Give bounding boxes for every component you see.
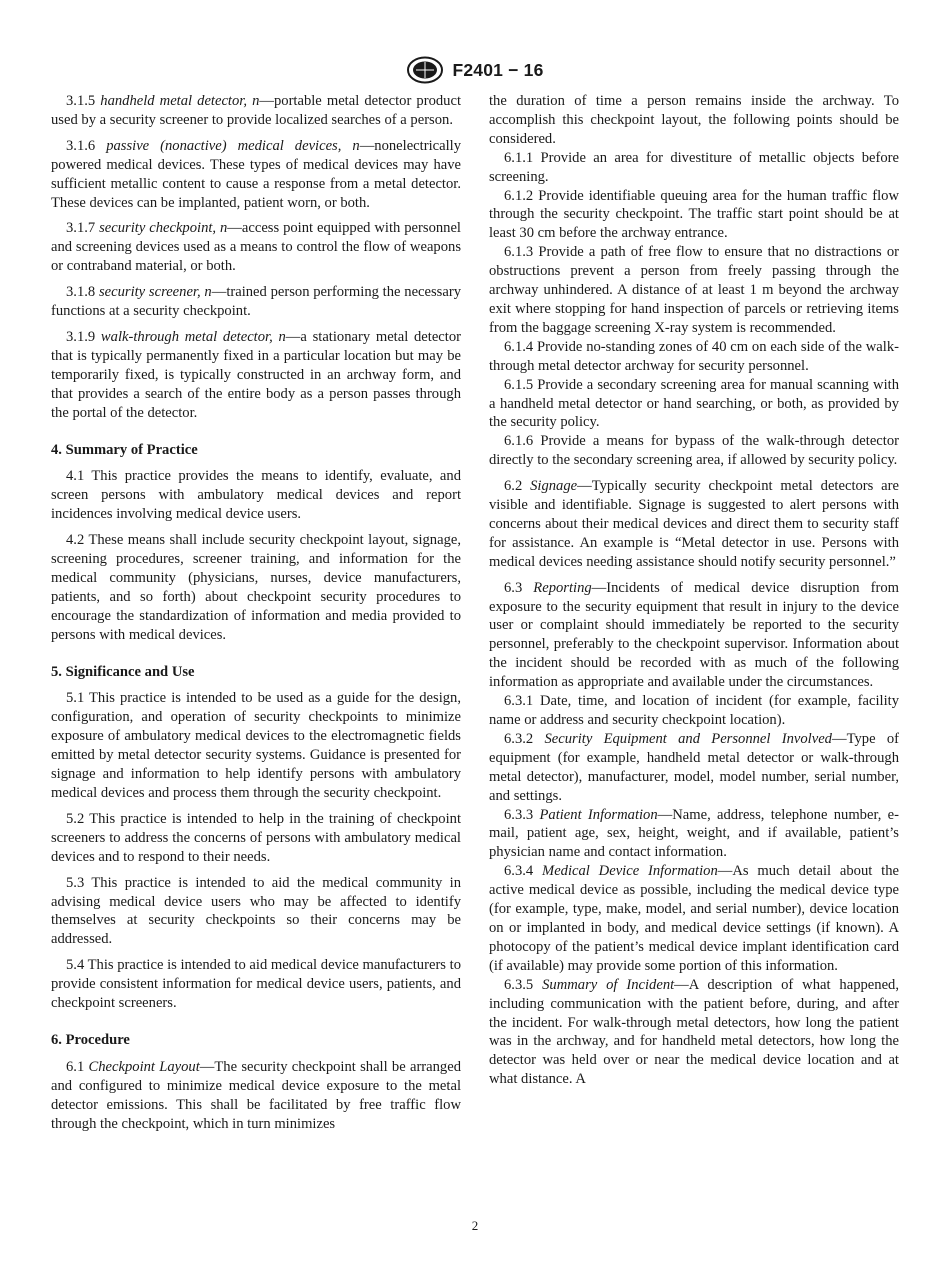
paragraph-6-3-2: 6.3.2 Security Equipment and Personnel Involved—Type of equipment (for example, handheld metal detector or walk-through metal detector), manufacturer, model, model number, serial number, and settings.: [489, 730, 899, 804]
paragraph-6-1-1: 6.1.1 Provide an area for divestiture of metallic objects before screening.: [489, 149, 899, 185]
definition-3-1-7: 3.1.7 security checkpoint, n—access point equipped with personnel and screening devices used as a means to control the flow of weapons or contraband material, or both.: [51, 220, 461, 275]
left-column: [51, 92, 461, 1134]
paragraph-6-1-3: 6.1.3 Provide a path of free flow to ensure that no distractions or obstructions prevent a person from freely passing through the archway unhindered. A distance of at least 1 m beyond the archway exit where stopping for hand inspection of parcels or retrieving items from the baggage screening X-ray system is recommended.: [489, 244, 899, 336]
section-heading-6: 6. Procedure: [51, 1031, 130, 1048]
section-heading-5: 5. Significance and Use: [51, 663, 195, 680]
paragraph-6-2: 6.2 Signage—Typically security checkpoint metal detectors are visible and identifiable. Signage is suggested to alert persons with concerns about their medical devices and direct them to security staff for assistance. An example is “Metal detector in use. Persons with medical devices needing assistance should notify security personnel.”: [489, 478, 899, 570]
paragraph-6-1-2: 6.1.2 Provide identifiable queuing area for the human traffic flow through the security checkpoint. The traffic start point should be at least 30 cm before the archway entrance.: [489, 187, 899, 242]
paragraph-5-2: 5.2 This practice is intended to help in the training of checkpoint screeners to address the concerns of persons with ambulatory medical devices and to respond to their needs.: [51, 810, 461, 865]
right-column: [489, 92, 899, 1089]
paragraph-5-3: 5.3 This practice is intended to aid the medical community in advising medical device users who may be affected to identify themselves at security checkpoints so their concerns may be addressed.: [51, 874, 461, 948]
definition-3-1-9: 3.1.9 walk-through metal detector, n—a stationary metal detector that is typically permanently fixed in a particular location but may be temporarily fixed, is typically constructed in an archway form, and that provides a search of the entire body as a person passes through the portal of the detector.: [51, 328, 461, 421]
section-heading-4: 4. Summary of Practice: [51, 441, 198, 458]
paragraph-4-1: 4.1 This practice provides the means to identify, evaluate, and screen persons with ambulatory medical devices and report incidences involving medical device users.: [51, 468, 461, 523]
page-number: 2: [471, 1218, 479, 1233]
astm-logo-icon: [406, 56, 444, 84]
paragraph-6-3: 6.3 Reporting—Incidents of medical device disruption from exposure to the security equipment that result in injury to the device user or complaint should immediately be reported to the security personnel, preferably to the checkpoint supervisor. Information about the incident should be recorded with as much of the following information as appropriate and available under the circumstances.: [489, 579, 900, 691]
paragraph-6-3-4: 6.3.4 Medical Device Information—As much detail about the active medical device as possible, including the medical device type (for example, type, make, model, and serial number), device location on or implanted in body, and medical device settings (if known). A photocopy of the patient’s medical device implant identification card (if available) may provide some portion of this information.: [489, 863, 899, 974]
paragraph-6-1-4: 6.1.4 Provide no-standing zones of 40 cm on each side of the walk-through metal detector archway for security personnel.: [489, 338, 899, 374]
paragraph-6-1-continued: the duration of time a person remains inside the archway. To accomplish this checkpoint layout, the following points should be considered.: [489, 93, 899, 147]
paragraph-4-2: 4.2 These means shall include security checkpoint layout, signage, screening procedures, screener training, and information for the medical community (physicians, nurses, device manufacturers, patients, and so forth) about checkpoint security procedures to encourage the standardization of information and media provided to persons with medical devices.: [51, 532, 461, 643]
paragraph-6-1-5: 6.1.5 Provide a secondary screening area for manual scanning with a handheld metal detector or hand searching, or both, as provided by the security policy.: [489, 376, 899, 431]
paragraph-5-4: 5.4 This practice is intended to aid medical device manufacturers to provide consistent information for medical device users, patients, and checkpoint screeners.: [51, 957, 461, 1012]
definition-3-1-8: 3.1.8 security screener, n—trained person performing the necessary functions at a security checkpoint.: [51, 284, 461, 320]
document-designation: F2401 − 16: [452, 59, 544, 80]
paragraph-6-1: 6.1 Checkpoint Layout—The security checkpoint shall be arranged and configured to minimize medical device exposure to the metal detector emissions. This shall be facilitated by free traffic flow through the checkpoint, which in turn minimizes: [51, 1058, 462, 1132]
paragraph-6-1-6: 6.1.6 Provide a means for bypass of the walk-through detector directly to the secondary screening area, if allowed by security policy.: [489, 433, 899, 469]
paragraph-6-3-1: 6.3.1 Date, time, and location of incident (for example, facility name or address and security checkpoint location).: [489, 693, 899, 728]
page-header: [0, 55, 950, 85]
paragraph-5-1: 5.1 This practice is intended to be used as a guide for the design, configuration, and operation of security checkpoints to minimize exposure of ambulatory medical devices to the electromagnetic fields emitted by metal detector security systems. Guidance is presented for signage and information to help identify persons with ambulatory medical devices and process them through the security checkpoint.: [51, 690, 461, 801]
definition-3-1-5: 3.1.5 handheld metal detector, n—portable metal detector product used by a security screener to provide localized searches of a person.: [51, 93, 461, 128]
definition-3-1-6: 3.1.6 passive (nonactive) medical devices, n—nonelectrically powered medical devices. These types of medical devices may have sufficient metallic content to cause a response from a metal detector. These devices can be implanted, patient worn, or both.: [51, 137, 461, 211]
paragraph-6-3-5: 6.3.5 Summary of Incident—A description of what happened, including communication with the patient before, during, and after the incident. For walk-through metal detectors, how long the patient was in the archway, and for handheld metal detectors, how long the detector was held over or near the medical device location and at what distance. A: [489, 976, 900, 1088]
paragraph-6-3-3: 6.3.3 Patient Information—Name, address, telephone number, e-mail, patient age, sex, height, weight, and if available, patient’s physician name and contact information.: [489, 806, 900, 861]
